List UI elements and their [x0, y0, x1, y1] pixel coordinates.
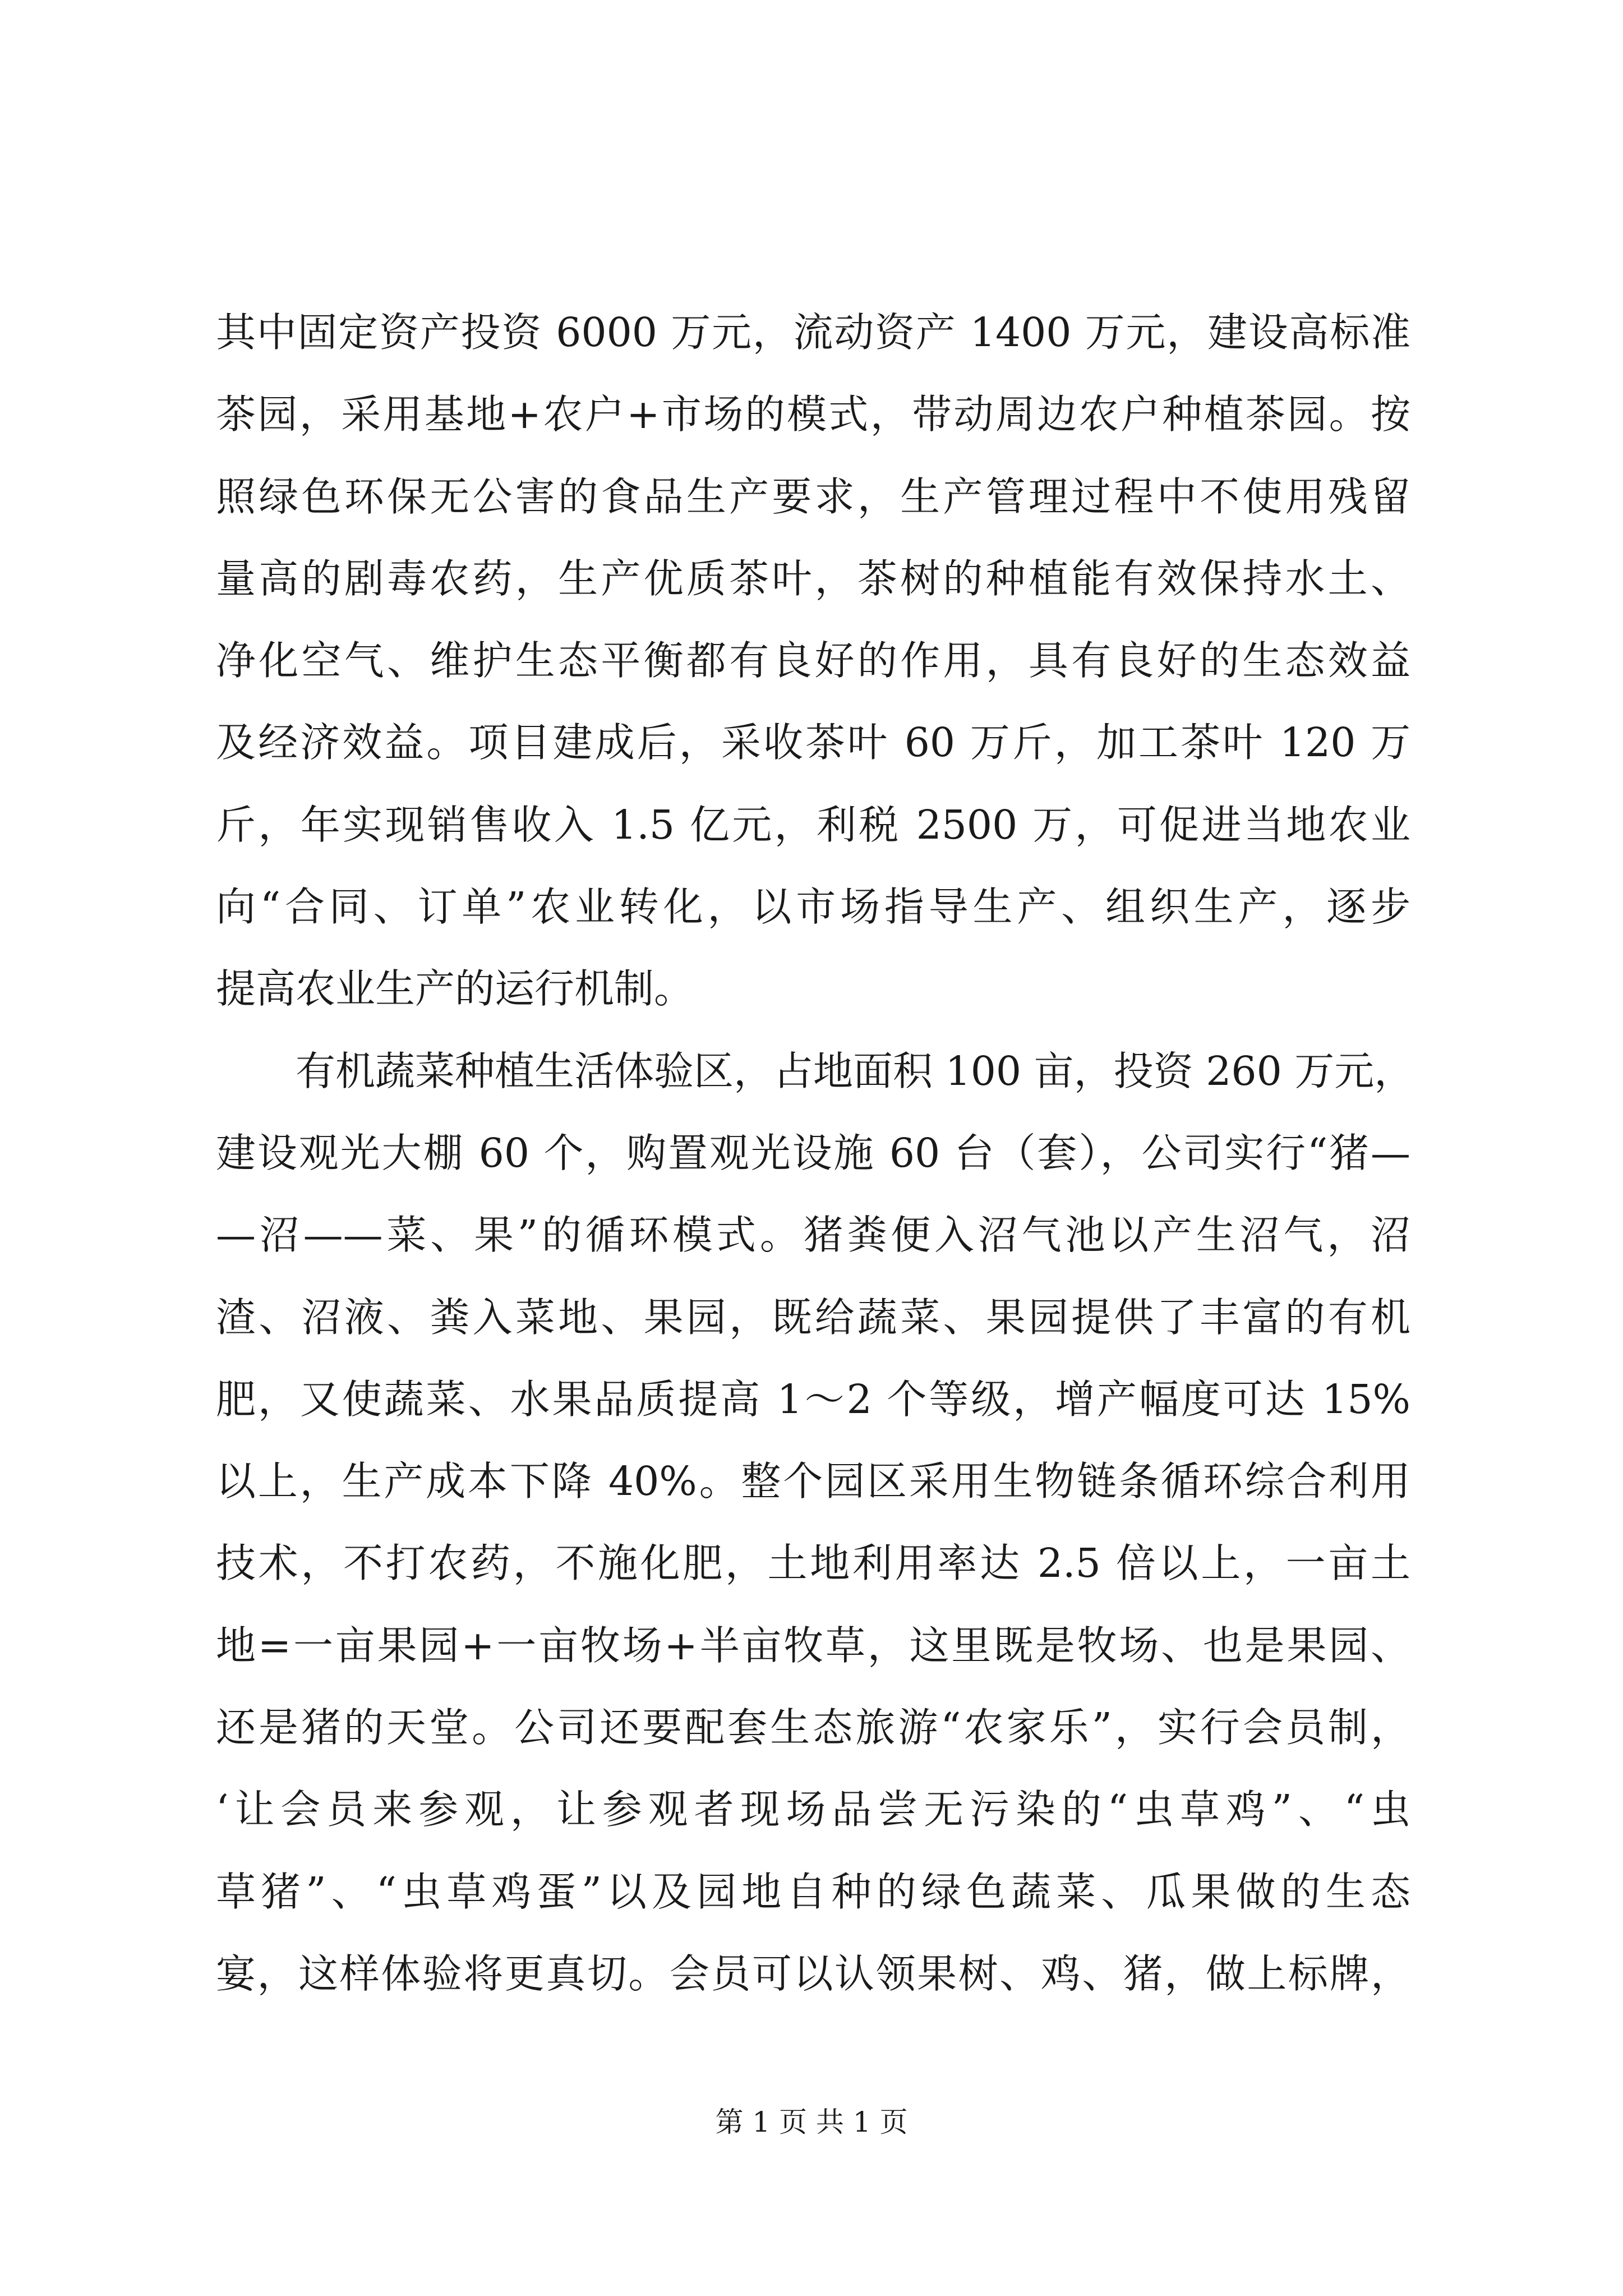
- page-number-footer: 第 1 页 共 1 页: [715, 2106, 908, 2138]
- paragraph-1-line-8: 向“合同、订单”农业转化，以市场指导生产、组织生产，逐步: [216, 884, 1410, 931]
- paragraph-2-line-12: 宴，这样体验将更真切。会员可以认领果树、鸡、猪，做上标牌，: [216, 1950, 1410, 1997]
- document-body: [216, 292, 1414, 2015]
- paragraph-2-line-4: 渣、沼液、粪入菜地、果园，既给蔬菜、果园提供了丰富的有机: [216, 1294, 1410, 1341]
- paragraph-1-line-2: 茶园，采用基地+农户+市场的模式，带动周边农户种植茶园。按: [216, 391, 1410, 438]
- paragraph-1-line-3: 照绿色环保无公害的食品生产要求，生产管理过程中不使用残留: [216, 473, 1410, 520]
- paragraph-2-line-7: 技术，不打农药，不施化肥，土地利用率达 2.5 倍以上，一亩土: [216, 1540, 1410, 1587]
- paragraph-1-line-1: 其中固定资产投资 6000 万元，流动资产 1400 万元，建设高标准: [216, 309, 1410, 356]
- paragraph-2-line-9: 还是猪的天堂。公司还要配套生态旅游“农家乐”，实行会员制，: [216, 1704, 1410, 1751]
- paragraph-2-line-2: 建设观光大棚 60 个，购置观光设施 60 台（套），公司实行“猪—: [216, 1129, 1410, 1176]
- paragraph-1-line-6: 及经济效益。项目建成后，采收茶叶 60 万斤，加工茶叶 120 万: [216, 719, 1410, 766]
- paragraph-1-line-9: 提高农业生产的运行机制。: [216, 965, 694, 1013]
- paragraph-1-line-5: 净化空气、维护生态平衡都有良好的作用，具有良好的生态效益: [216, 637, 1410, 684]
- paragraph-2-line-5: 肥，又使蔬菜、水果品质提高 1～2 个等级，增产幅度可达 15%: [216, 1375, 1410, 1423]
- paragraph-1-line-7: 斤，年实现销售收入 1.5 亿元，利税 2500 万，可促进当地农业: [216, 801, 1410, 848]
- paragraph-2-line-8: 地=一亩果园+一亩牧场+半亩牧草，这里既是牧场、也是果园、: [216, 1622, 1410, 1669]
- paragraph-2-line-6: 以上，生产成本下降 40%。整个园区采用生物链条循环综合利用: [216, 1458, 1410, 1505]
- paragraph-2-line-1: 有机蔬菜种植生活体验区，占地面积 100 亩，投资 260 万元，: [296, 1047, 1414, 1094]
- paragraph-1-line-4: 量高的剧毒农药，生产优质茶叶，茶树的种植能有效保持水土、: [216, 555, 1410, 602]
- paragraph-2-line-10: ‘让会员来参观，让参观者现场品尝无污染的“虫草鸡”、“虫: [216, 1786, 1410, 1833]
- paragraph-2-line-11: 草猪”、“虫草鸡蛋”以及园地自种的绿色蔬菜、瓜果做的生态: [216, 1868, 1410, 1915]
- paragraph-2-line-3: —沼——菜、果”的循环模式。猪粪便入沼气池以产生沼气，沼: [216, 1212, 1410, 1259]
